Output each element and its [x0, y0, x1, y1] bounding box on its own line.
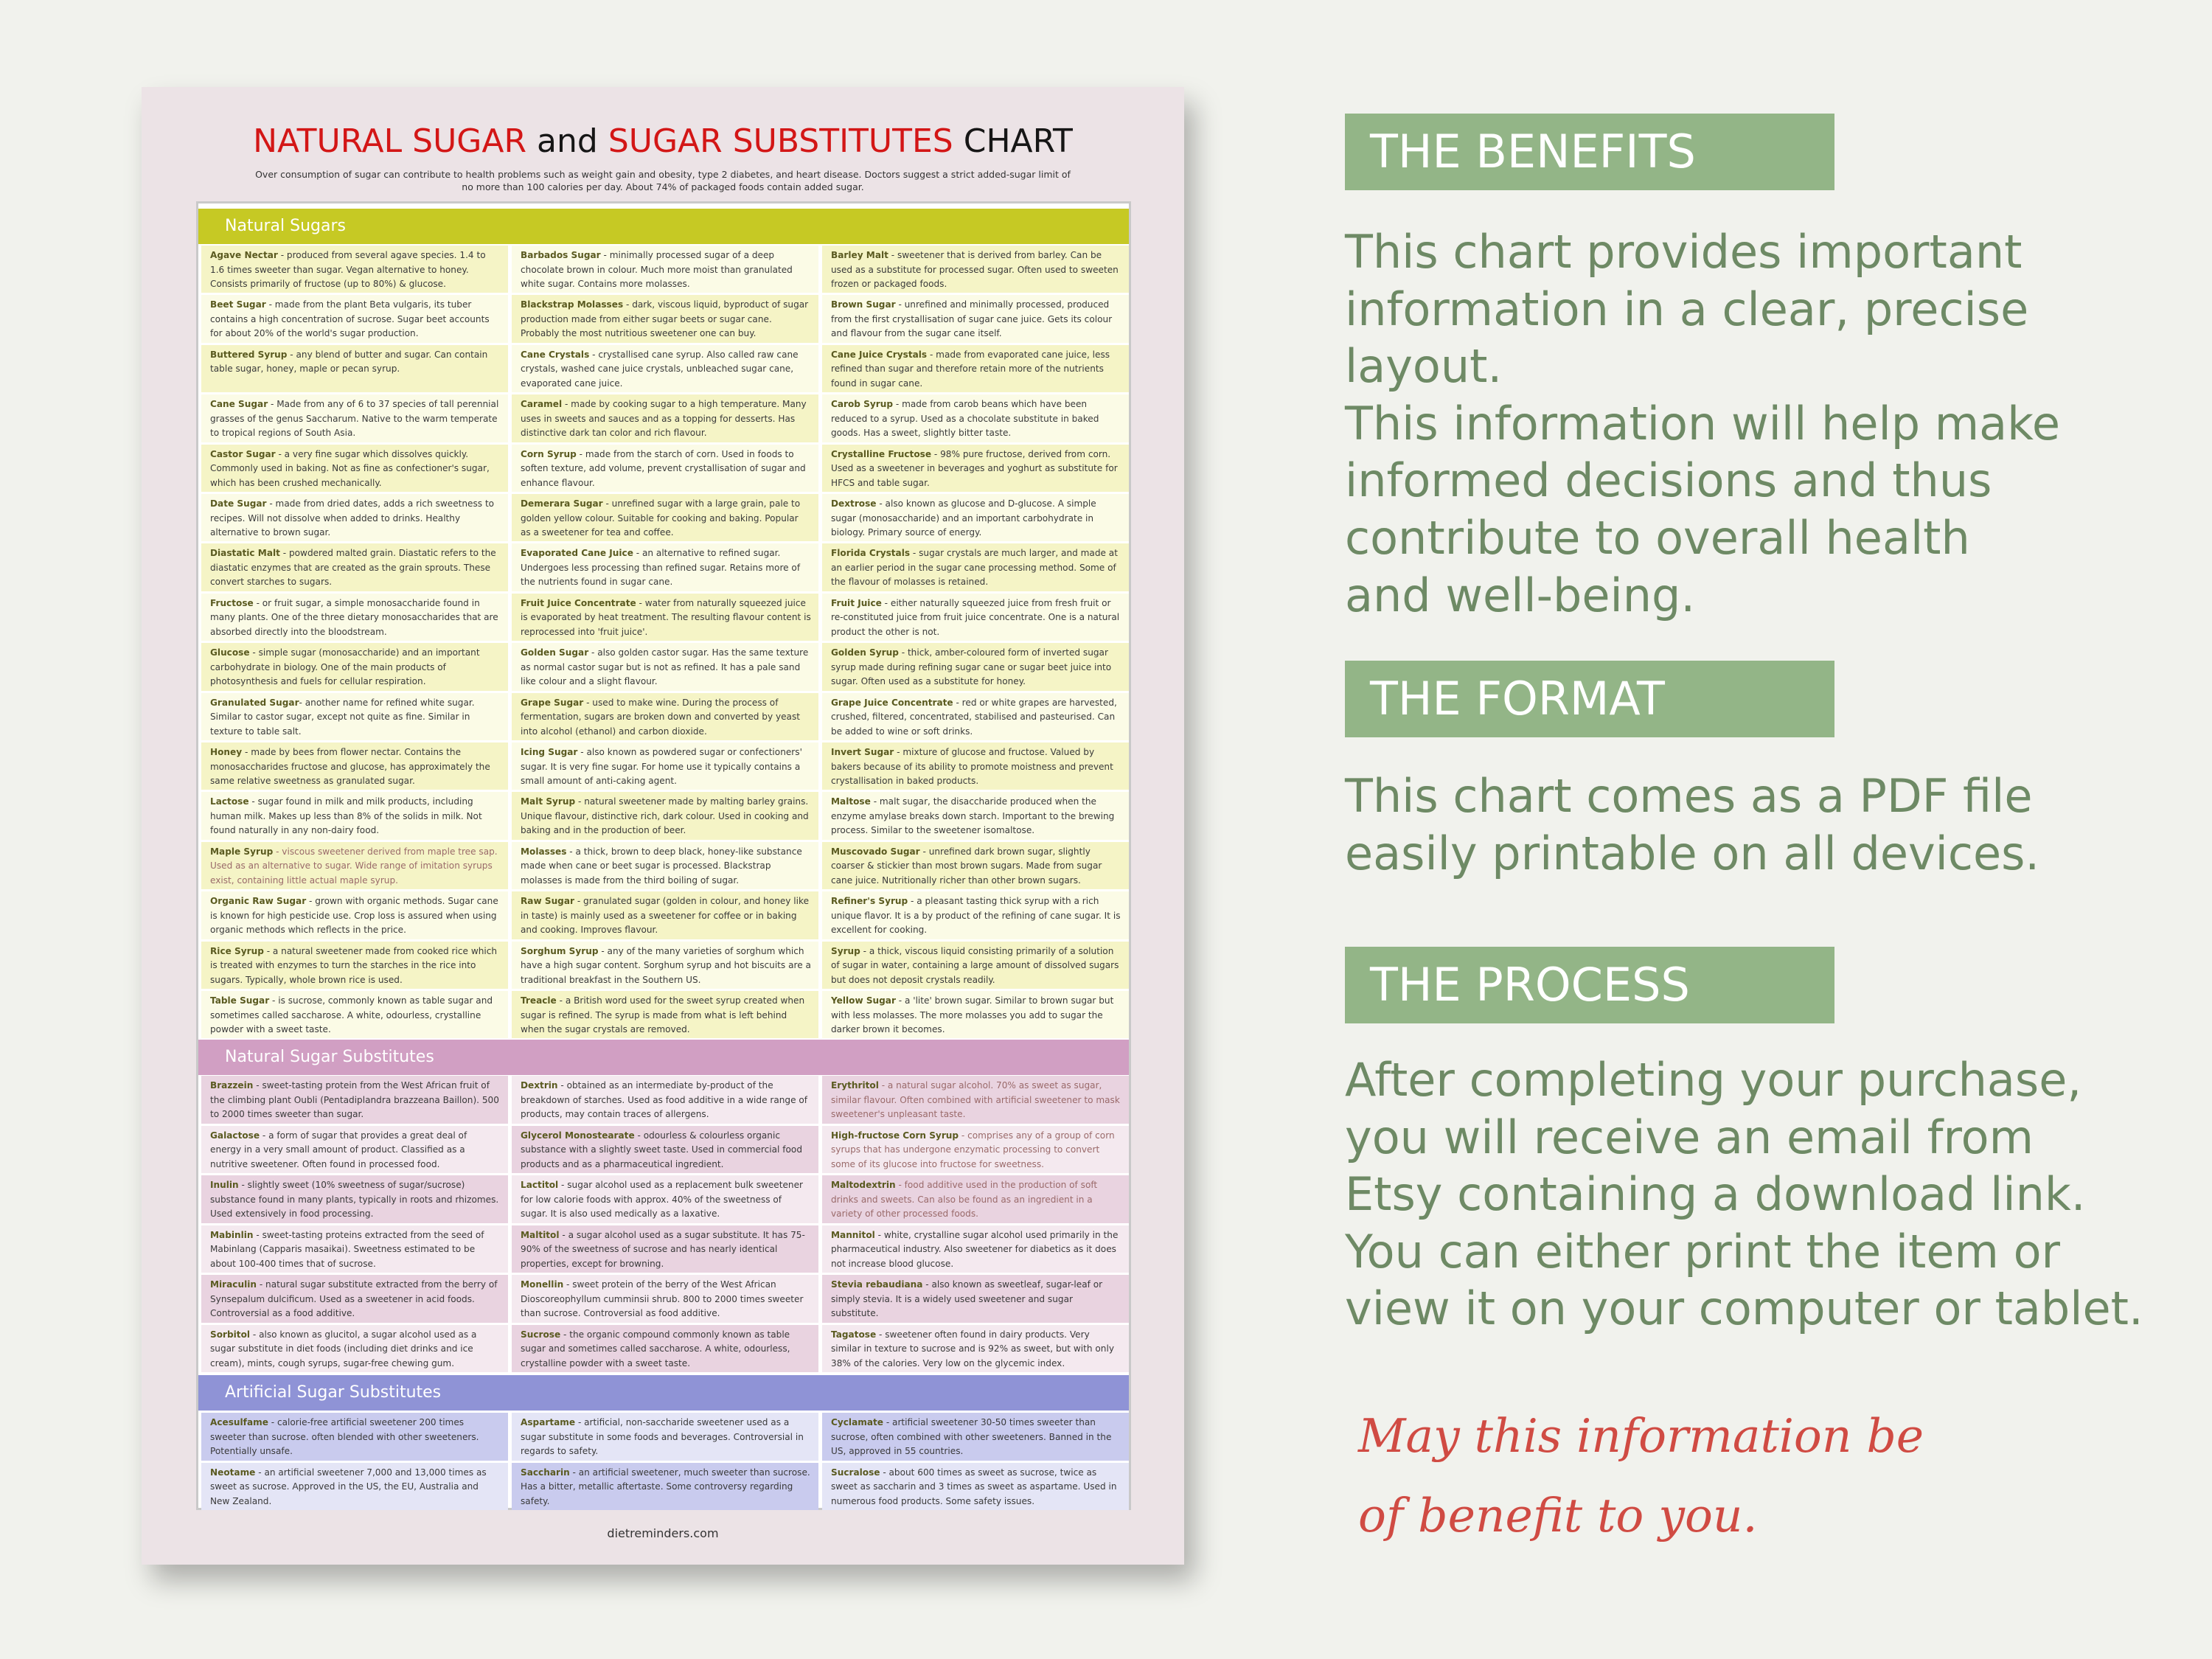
section-header: Natural Sugar Substitutes — [198, 1040, 1129, 1075]
entry-description: - made from dried dates, adds a rich sweetness to recipes. Will not dissolve when added to drinks. Healthy alternative to brown sugar. — [210, 498, 495, 538]
entry-cell — [201, 1126, 508, 1174]
entry-name: Date Sugar — [210, 498, 267, 509]
entry-name: Fruit Juice — [831, 597, 882, 608]
entry-description: - sweet protein of the berry of the West African Dioscoreophyllum cumminsii shrub. 800 to 2000 times sweeter than sucrose. Controversial as food additive. — [521, 1279, 804, 1318]
entry-description: - sugar found in milk and milk products, including human milk. Makes up less than 8% of the solids in milk. Not found naturally in any non-dairy food. — [210, 796, 482, 836]
entry-name: Sucrose — [521, 1329, 561, 1340]
entry-name: Honey — [210, 747, 243, 757]
entry-name: Caramel — [521, 399, 563, 410]
entry-name: Malt Syrup — [521, 796, 576, 807]
entry-name: Rice Syrup — [210, 945, 264, 956]
entry-name: Syrup — [831, 945, 860, 956]
entry-name: Mannitol — [831, 1229, 875, 1240]
entry-cell — [512, 1225, 818, 1273]
entry-description: - obtained as an intermediate by-product of the breakdown of starches. Used as food additive in a wide range of products, may contain traces of allergens. — [521, 1080, 808, 1119]
entry-name: Barbados Sugar — [521, 250, 601, 260]
entry-description: - water from naturally squeezed juice is evaporated by heat treatment. The resulting flavour content is reprocessed into 'fruit juice'. — [521, 597, 811, 637]
entry-description: - made by bees from flower nectar. Contains the monosaccharides fructose and glucose, has approximately the same relative sweetness as granulated sugar. — [210, 747, 490, 786]
entry-cell — [512, 394, 818, 442]
entry-name: Cane Crystals — [521, 349, 590, 360]
entry-description: - the organic compound commonly known as table sugar and sometimes called saccharose. A white, odourless, crystalline powder with a sweet taste. — [521, 1329, 790, 1368]
entry-cell — [201, 942, 508, 989]
entry-description: - sweetener that is derived from barley. Can be used as a substitute for processed sugar. Often used to sweeten frozen or packaged foods. — [831, 250, 1119, 289]
entry-description: - unrefined sugar with a large grain, pale to golden yellow colour. Suitable for cooking and baking. Popular as a sweetener for tea and coffee. — [521, 498, 801, 538]
entry-cell — [822, 1275, 1129, 1323]
entry-name: Cyclamate — [831, 1417, 883, 1427]
entry-description: - mixture of glucose and fructose. Valued by bakers because of its ability to promote moistness and prevent crystallisation in baked products. — [831, 747, 1113, 786]
entry-cell — [822, 1225, 1129, 1273]
entry-name: Tagatose — [831, 1329, 877, 1340]
entry-name: Cane Sugar — [210, 399, 268, 410]
entry-description: - is sucrose, commonly known as table sugar and sometimes called saccharose. A white, odourless, crystalline powder with a sweet taste. — [210, 995, 493, 1034]
entry-cell — [512, 345, 818, 392]
entry-cell — [512, 445, 818, 492]
entry-description: - made from evaporated cane juice, less refined than sugar and therefore retain more of the nutrients found in sugar cane. — [831, 349, 1110, 389]
entry-cell — [822, 942, 1129, 989]
entry-cell — [512, 742, 818, 790]
entry-name: Fructose — [210, 597, 254, 608]
entry-description: - food additive used in the production of soft drinks and sweets. Can also be found as an ingredient in a variety of other processed foods. — [831, 1180, 1098, 1219]
entry-description: - any blend of butter and sugar. Can contain table sugar, honey, maple or pecan syrup. — [210, 349, 488, 375]
entry-description: - produced from several agave species. 1.4 to 1.6 times sweeter than sugar. Vegan alternative to honey. Consists primarily of fructose (up to 80%) & glucose. — [210, 250, 486, 289]
title-natural-sugar: NATURAL SUGAR — [253, 122, 527, 160]
entry-description: - unrefined dark brown sugar, slightly coarser & stickier than most brown sugars. Made from sugar cane juice. Nutritionally richer than other brown sugars. — [831, 846, 1102, 886]
entry-description: - sweet-tasting proteins extracted from the seed of Mabinlang (Capparis masaikai). Sweetness estimated to be about 100-400 times that of sucrose. — [210, 1229, 484, 1269]
entry-description: - a thick, brown to deep black, honey-like substance made when cane or beet sugar is processed. Blackstrap molasses is made from the third boiling of sugar. — [521, 846, 802, 886]
entry-name: Corn Syrup — [521, 448, 577, 459]
entry-description: - sweet-tasting protein from the West African fruit of the climbing plant Oubli (Pentadiplandra brazzeana Baillon). 500 to 2000 times sweeter than sugar. — [210, 1080, 499, 1119]
entry-name: Maple Syrup — [210, 846, 274, 857]
entry-cell — [822, 345, 1129, 392]
entry-description: - simple sugar (monosaccharide) and an important carbohydrate in biology. One of the main products of photosynthesis and fuels for cellular respiration. — [210, 647, 480, 687]
entry-description: - also known as glucitol, a sugar alcohol used as a sugar substitute in diet foods (including diet drinks and ice cream), mints, cough syrups, sugar-free chewing gum. — [210, 1329, 477, 1368]
entry-cell — [201, 246, 508, 293]
entry-description: - granulated sugar (golden in colour, and honey like in taste) is mainly used as a sweetener for coffee or in baking and cooking. Improves flavour. — [521, 896, 810, 936]
entry-cell — [512, 1175, 818, 1223]
entry-description: - red or white grapes are harvested, crushed, filtered, concentrated, stabilised and pasteurised. Can be added to wine or soft drinks. — [831, 697, 1117, 737]
entry-cell — [822, 246, 1129, 293]
entry-cell — [512, 1325, 818, 1373]
entry-name: Refiner's Syrup — [831, 896, 908, 907]
entry-cell — [512, 643, 818, 690]
entry-description: - a sugar alcohol used as a sugar substitute. It has 75-90% of the sweetness of sucrose and has nearly identical properties, except for browning. — [521, 1229, 805, 1269]
entry-cell — [201, 891, 508, 939]
entry-cell — [822, 1325, 1129, 1373]
entry-description: - an alternative to refined sugar. Undergoes less processing than refined sugar. Retains more of the nutrients found in sugar cane. — [521, 548, 801, 588]
entry-name: Stevia rebaudiana — [831, 1279, 923, 1290]
entry-cell — [201, 1076, 508, 1124]
entry-description: - crystallised cane syrup. Also called raw cane crystals, washed cane juice crystals, unbleached sugar cane, evaporated cane juice. — [521, 349, 799, 389]
entry-cell — [201, 1225, 508, 1273]
entry-cell — [822, 494, 1129, 541]
entry-description: - 98% pure fructose, derived from corn. Used as a sweetener in beverages and yoghurt as substitute for HFCS and table sugar. — [831, 448, 1118, 488]
entry-name: Table Sugar — [210, 995, 270, 1006]
entry-name: Golden Sugar — [521, 647, 589, 658]
entry-description: - unrefined and minimally processed, produced from the first crystallisation of sugar cane juice. Gets its colour and flavour from the sugar cane itself. — [831, 299, 1113, 339]
entry-description: - sugar alcohol used as a replacement bulk sweetener for low calorie foods with approx. 40% of the sweetness of sugar. It is also used medically as a laxative. — [521, 1180, 803, 1219]
entry-cell — [512, 1076, 818, 1124]
entry-name: Organic Raw Sugar — [210, 896, 307, 907]
entry-cell — [822, 594, 1129, 641]
entry-cell — [512, 842, 818, 889]
entry-description: - also known as sweetleaf, sugar-leaf or simply stevia. It is a widely used sweetener and sugar substitute. — [831, 1279, 1103, 1318]
entry-description: - minimally processed sugar of a deep chocolate brown in colour. Much more moist than granulated white sugar. Contains more molasses. — [521, 250, 793, 289]
benefits-text: This chart provides important information in a clear, precise layout. This information will help make informed decisions and thus contribute to overall health and well-being. — [1345, 225, 2060, 622]
entry-description: - a natural sugar alcohol. 70% as sweet as sugar, similar flavour. Often combined with artificial sweetener to mask sweetener's unpleasant taste. — [831, 1080, 1120, 1119]
entry-description: - any of the many varieties of sorghum which have a high sugar content. Sorghum syrup and hot biscuits are a traditional breakfast in the Southern US. — [521, 945, 811, 985]
entry-name: Evaporated Cane Juice — [521, 548, 633, 559]
entry-description: - artificial, non-saccharide sweetener used as a sugar substitute in some foods and beverages. Controversial in regards to safety. — [521, 1417, 804, 1456]
entry-cell — [201, 394, 508, 442]
entry-description: - Made from any of 6 to 37 species of tall perennial grasses of the genus Saccharum. Native to the warm temperate to tropical regions of South Asia. — [210, 399, 499, 439]
sugar-table — [196, 201, 1131, 1510]
entry-description: - dark, viscous liquid, byproduct of sugar production made from either sugar beets or sugar cane. Probably the most nutritious sweetener one can buy. — [521, 299, 809, 339]
entry-cell — [822, 991, 1129, 1038]
entry-cell — [512, 991, 818, 1038]
entry-description: - an artificial sweetener, much sweeter than sucrose. Has a bitter, metallic aftertaste. Some controversy regarding safety. — [521, 1467, 810, 1506]
entry-description: - natural sweetener made by malting barley grains. Unique flavour, distinctive rich, dark colour. Used in cooking and baking and in the production of beer. — [521, 796, 809, 836]
entry-name: Sorbitol — [210, 1329, 251, 1340]
entry-cell — [822, 1463, 1129, 1511]
title-and: and — [526, 122, 608, 160]
entry-description: - white, crystalline sugar alcohol used primarily in the pharmaceutical industry. Also sweetener for diabetics as it does not increase blood glucose. — [831, 1229, 1119, 1269]
entry-name: Glucose — [210, 647, 250, 658]
entry-description: - a very fine sugar which dissolves quickly. Commonly used in baking. Not as fine as confectioner's sugar, which has been crushed mechanically. — [210, 448, 490, 488]
entry-cell — [822, 445, 1129, 492]
process-text: After completing your purchase, you will receive an email from Etsy containing a download link. You can either print the item or view it on your computer or tablet. — [1345, 1053, 2143, 1336]
entry-name: Grape Sugar — [521, 697, 584, 708]
entry-name: Aspartame — [521, 1417, 576, 1427]
entry-name: Maltose — [831, 796, 871, 807]
entry-cell — [512, 1413, 818, 1461]
entry-name: Fruit Juice Concentrate — [521, 597, 636, 608]
entry-cell — [822, 693, 1129, 740]
entry-description: - comprises any of a group of corn syrups that has undergone enzymatic processing to convert some of its glucose into fructose for sweetness. — [831, 1130, 1115, 1169]
entry-name: Molasses — [521, 846, 567, 857]
entry-cell — [201, 792, 508, 839]
entry-name: Buttered Syrup — [210, 349, 288, 360]
entry-cell — [512, 594, 818, 641]
format-heading: THE FORMAT — [1345, 661, 1834, 737]
entry-cell — [822, 842, 1129, 889]
entry-name: Acesulfame — [210, 1417, 268, 1427]
entry-name: Inulin — [210, 1180, 239, 1190]
entry-cell — [822, 1076, 1129, 1124]
entry-description: - natural sugar substitute extracted from the berry of Synsepalum dulcificum. Used as a sweetener in acid foods. Controversial as a food additive. — [210, 1279, 498, 1318]
entry-cell — [201, 742, 508, 790]
entry-name: Carob Syrup — [831, 399, 894, 410]
entry-name: Miraculin — [210, 1279, 257, 1290]
entry-name: Galactose — [210, 1130, 260, 1141]
entry-description: - a pleasant tasting thick syrup with a rich unique flavor. It is a by product of the refining of cane sugar. It is excellent for cooking. — [831, 896, 1121, 936]
entry-cell — [201, 1275, 508, 1323]
entry-description: - made from the plant Beta vulgaris, its tuber contains a high concentration of sucrose. Sugar beet accounts for about 20% of the world's sugar production. — [210, 299, 490, 339]
entry-name: Erythritol — [831, 1080, 879, 1091]
entry-cell — [822, 394, 1129, 442]
process-heading: THE PROCESS — [1345, 947, 1834, 1023]
entry-cell — [201, 345, 508, 392]
entry-name: Brown Sugar — [831, 299, 896, 310]
entry-name: Crystalline Fructose — [831, 448, 932, 459]
entry-description: - grown with organic methods. Sugar cane is known for high pesticide use. Crop loss is assured when using organic methods which reflects in the price. — [210, 896, 498, 936]
entry-name: Blackstrap Molasses — [521, 299, 624, 310]
entry-name: Maltodextrin — [831, 1180, 896, 1190]
entry-name: Grape Juice Concentrate — [831, 697, 953, 708]
entry-description: - a 'lite' brown sugar. Similar to brown sugar but with less molasses. The more molasses you add to sugar the darker brown it becomes. — [831, 995, 1114, 1034]
entry-name: Mabinlin — [210, 1229, 254, 1240]
entry-cell — [822, 891, 1129, 939]
entry-cell — [512, 295, 818, 342]
entry-cell — [201, 295, 508, 342]
entry-cell — [512, 1275, 818, 1323]
entry-description: - made from carob beans which have been reduced to a syrup. Used as a chocolate substitute in baked goods. Has a sweet, slightly bitter taste. — [831, 399, 1099, 439]
entry-cell — [201, 643, 508, 690]
entry-cell — [201, 594, 508, 641]
entry-cell — [201, 1175, 508, 1223]
entry-description: - malt sugar, the disaccharide produced when the enzyme amylase breaks down starch. Important to the brewing process. Similar to the sweetener isomaltose. — [831, 796, 1115, 836]
entry-cell — [512, 891, 818, 939]
entry-name: Monellin — [521, 1279, 564, 1290]
entry-cell — [512, 792, 818, 839]
entry-name: Sorghum Syrup — [521, 945, 599, 956]
entry-cell — [201, 1463, 508, 1511]
entry-cell — [201, 693, 508, 740]
entry-name: Barley Malt — [831, 250, 888, 260]
entry-name: Neotame — [210, 1467, 256, 1478]
entry-cell — [201, 991, 508, 1038]
entry-name: Dextrin — [521, 1080, 558, 1091]
entry-description: - powdered malted grain. Diastatic refers to the diastatic enzymes that are created as the grain sprouts. These convert starches to sugars. — [210, 548, 496, 588]
entry-name: Raw Sugar — [521, 896, 574, 907]
entry-description: - also golden castor sugar. Has the same texture as normal castor sugar but is not as refined. It has a pale sand like colour and a slight flavour. — [521, 647, 809, 687]
entry-cell — [512, 543, 818, 591]
entry-cell — [822, 1175, 1129, 1223]
entry-description: - a form of sugar that provides a great deal of energy in a very small amount of product. Classified as a nutritive sweetener. Often found in processed food. — [210, 1130, 467, 1169]
entry-description: - made by cooking sugar to a high temperature. Many uses in sweets and sauces and as a topping for desserts. Has distinctive dark tan color and rich flavour. — [521, 399, 807, 439]
entry-name: Treacle — [521, 995, 557, 1006]
entry-description: - a natural sweetener made from cooked rice which is treated with enzymes to turn the starches in the rice into sugars. Typically, whole brown rice is used. — [210, 945, 498, 985]
entry-cell — [822, 792, 1129, 839]
entry-description: - odourless & colourless organic substance with a slightly sweet taste. Used in commercial food products and as a pharmaceutical ingredient. — [521, 1130, 802, 1169]
entry-cell — [822, 543, 1129, 591]
entry-cell — [822, 295, 1129, 342]
entry-name: Castor Sugar — [210, 448, 276, 459]
entry-cell — [512, 942, 818, 989]
entry-description: - viscous sweetener derived from maple tree sap. Used as an alternative to sugar. Wide range of imitation syrups exist, containing little actual maple syrup. — [210, 846, 498, 886]
entry-name: Lactitol — [521, 1180, 559, 1190]
entry-cell — [201, 1325, 508, 1373]
entry-description: - sugar crystals are much larger, and made at an earlier period in the sugar cane processing method. Some of the flavour of molasses is retained. — [831, 548, 1118, 588]
entry-name: Brazzein — [210, 1080, 254, 1091]
entry-cell — [512, 1126, 818, 1174]
chart-poster — [142, 87, 1184, 1565]
entry-name: Muscovado Sugar — [831, 846, 920, 857]
entry-cell — [822, 643, 1129, 690]
closing-message: May this information be of benefit to you. — [1358, 1409, 1924, 1543]
entry-description: - also known as powdered sugar or confectioners' sugar. It is very fine sugar. For home use it typically contains a small amount of anti-caking agent. — [521, 747, 802, 786]
entry-cell — [201, 842, 508, 889]
entry-description: - a thick, viscous liquid consisting primarily of a solution of sugar in water, containing a large amount of dissolved sugars but does not deposit crystals readily. — [831, 945, 1119, 985]
entry-name: Maltitol — [521, 1229, 560, 1240]
entry-name: Diastatic Malt — [210, 548, 280, 559]
entry-name: Yellow Sugar — [831, 995, 896, 1006]
entry-description: - used to make wine. During the process of fermentation, sugars are broken down and converted by yeast into alcohol (ethanol) and carbon dioxide. — [521, 697, 801, 737]
entry-name: Sucralose — [831, 1467, 880, 1478]
entry-cell — [512, 693, 818, 740]
benefits-heading: THE BENEFITS — [1345, 114, 1834, 190]
entry-name: Invert Sugar — [831, 747, 894, 757]
entry-description: - thick, amber-coloured form of inverted sugar syrup made during refining sugar cane or sugar beet juice into sugar. Often used as a substitute for honey. — [831, 647, 1112, 687]
entry-name: Saccharin — [521, 1467, 570, 1478]
title-sugar-substitutes: SUGAR SUBSTITUTES — [608, 122, 953, 160]
entry-name: Icing Sugar — [521, 747, 578, 757]
entry-name: Glycerol Monostearate — [521, 1130, 635, 1141]
entry-name: Demerara Sugar — [521, 498, 603, 509]
entry-description: - calorie-free artificial sweetener 200 times sweeter than sucrose. often blended with other sweeteners. Potentially unsafe. — [210, 1417, 479, 1456]
section-header: Natural Sugars — [198, 209, 1129, 244]
entry-cell — [201, 445, 508, 492]
section-header: Artificial Sugar Substitutes — [198, 1375, 1129, 1411]
entry-description: - also known as glucose and D-glucose. A simple sugar (monosaccharide) and an important carbohydrate in biology. Primary source of energy. — [831, 498, 1096, 538]
entry-description: - or fruit sugar, a simple monosaccharide found in many plants. One of the three dietary monosaccharides that are absorbed directly into the bloodstream. — [210, 597, 498, 637]
entry-name: Cane Juice Crystals — [831, 349, 928, 360]
entry-cell — [201, 1413, 508, 1461]
entry-name: Florida Crystals — [831, 548, 911, 559]
entry-name: Lactose — [210, 796, 249, 807]
entry-description: - an artificial sweetener 7,000 and 13,000 times as sweet as sucrose. Approved in the US, the EU, Australia and New Zealand. — [210, 1467, 487, 1506]
entry-name: High-fructose Corn Syrup — [831, 1130, 959, 1141]
entry-name: Agave Nectar — [210, 250, 278, 260]
entry-description: - another name for refined white sugar. Similar to castor sugar, except not quite as fine. Similar in texture to table salt. — [210, 697, 475, 737]
entry-cell — [512, 494, 818, 541]
entry-description: - a British word used for the sweet syrup created when sugar is refined. The syrup is made from what is left behind when the sugar crystals are removed. — [521, 995, 805, 1034]
entry-description: - slightly sweet (10% sweetness of sugar/sucrose) substance found in many plants, typically in roots and rhizomes. Used extensively in food processing. — [210, 1180, 499, 1219]
poster-intro: Over consumption of sugar can contribute to health problems such as weight gain and obesity, type 2 diabetes, and heart disease. Doctors suggest a strict added-sugar limit of no more than 100 calories per day. About 74% of packaged foods contain added sugar. — [255, 169, 1071, 192]
entry-cell — [201, 494, 508, 541]
entry-name: Dextrose — [831, 498, 877, 509]
title-chart: CHART — [953, 122, 1073, 160]
entry-cell — [822, 742, 1129, 790]
entry-name: Beet Sugar — [210, 299, 266, 310]
entry-description: - sweetener often found in dairy products. Very similar in texture to sucrose and is 92% as sweet, but with only 38% of the calories. Very low on the glycemic index. — [831, 1329, 1114, 1368]
entry-cell — [512, 1463, 818, 1511]
entry-name: Golden Syrup — [831, 647, 899, 658]
entry-cell — [822, 1126, 1129, 1174]
entry-description: - about 600 times as sweet as sucrose, twice as sweet as saccharin and 3 times as sweet as aspartame. Used in numerous food products. Some safety issues. — [831, 1467, 1117, 1506]
entry-description: - made from the starch of corn. Used in foods to soften texture, add volume, prevent crystallisation of sugar and enhance flavour. — [521, 448, 806, 488]
poster-footer-url: dietreminders.com — [607, 1526, 719, 1540]
entry-cell — [512, 246, 818, 293]
entry-cell — [201, 543, 508, 591]
format-text: This chart comes as a PDF file easily printable on all devices. — [1345, 769, 2040, 880]
entry-description: - artificial sweetener 30-50 times sweeter than sucrose, often combined with other sweeteners. Banned in the US, approved in 55 countries. — [831, 1417, 1112, 1456]
poster-title — [142, 122, 1184, 160]
entry-name: Granulated Sugar — [210, 697, 299, 708]
entry-cell — [822, 1413, 1129, 1461]
entry-description: - either naturally squeezed juice from fresh fruit or re-constituted juice from fruit juice concentrate. One is a natural product the other is not. — [831, 597, 1120, 637]
